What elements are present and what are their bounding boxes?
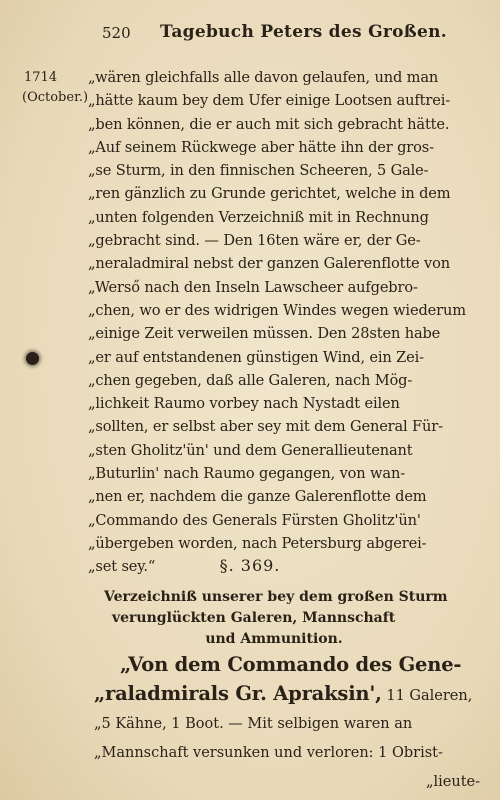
- text-line: „unten folgenden Verzeichniß mit in Rechnung: [88, 208, 429, 226]
- ink-blot: [26, 352, 39, 365]
- text-line: „Werső nach den Inseln Lawscheer aufgebro-: [88, 278, 418, 296]
- galley-list: [94, 650, 486, 795]
- text-line: „sollten, er selbst aber sey mit dem General Für-: [88, 418, 443, 436]
- margin-month: (October.): [22, 90, 89, 105]
- list-line: [94, 650, 486, 679]
- text-line: „Auf seinem Rückwege aber hätte ihn der gros-: [88, 138, 434, 156]
- text-line: „chen, wo er des widrigen Windes wegen wiederum: [88, 301, 466, 319]
- text-line: „ren gänzlich zu Grunde gerichtet, welche in dem: [88, 185, 451, 203]
- text-line: „gebracht sind. — Den 16ten wäre er, der Ge-: [88, 232, 421, 250]
- section-heading: §. 369.: [219, 556, 281, 575]
- list-line-text: „Von dem Commando des Gene-: [120, 653, 462, 676]
- text-line: „übergeben worden, nach Petersburg abgerei-: [88, 534, 427, 552]
- text-line: „nen er, nachdem die ganze Galerenflotte dem: [88, 488, 427, 506]
- body-text: [88, 66, 480, 579]
- text-line: „neraladmiral nebst der ganzen Galerenflotte von: [88, 255, 451, 273]
- list-line-text: „lieute-: [425, 774, 480, 790]
- text-line: „er auf entstandenen günstigen Wind, ein Zei-: [88, 348, 424, 366]
- caption-line: verunglückten Galeren, Mannschaft: [112, 610, 396, 626]
- text-line: „set sey.“: [88, 558, 156, 576]
- text-line: „Commando des Generals Fürsten Gholitz'ün': [88, 511, 421, 529]
- list-line: [94, 708, 486, 737]
- list-line: [94, 766, 486, 795]
- margin-year: 1714: [24, 70, 58, 85]
- list-line: [94, 737, 486, 766]
- text-line: „se Sturm, in den finnischen Scheeren, 5 Gale-: [88, 162, 429, 180]
- text-line: „ben können, die er auch mit sich gebracht hätte.: [88, 115, 450, 133]
- text-line: „lichkeit Raumo vorbey nach Nystadt eilen: [88, 395, 400, 413]
- caption-line: und Ammunition.: [205, 631, 343, 647]
- text-line: „Buturlin' nach Raumo gegangen, von wan-: [88, 465, 405, 483]
- text-line: „chen gegeben, daß alle Galeren, nach Mög-: [88, 371, 413, 389]
- running-title: Tagebuch Peters des Großen.: [160, 22, 447, 42]
- text-line: „einige Zeit verweilen müssen. Den 28sten habe: [88, 325, 441, 343]
- list-line-text: „Mannschaft versunken und verloren: 1 Obrist-: [94, 745, 443, 761]
- page-number: 520: [102, 24, 131, 42]
- list-line: [94, 679, 486, 708]
- section-caption: [104, 587, 484, 650]
- text-line: „wären gleichfalls alle davon gelaufen, und man: [88, 69, 439, 86]
- list-line-text: „raladmirals Gr. Apraksin',: [94, 682, 382, 705]
- text-line: „sten Gholitz'ün' und dem Generallieutenant: [88, 441, 413, 459]
- list-line-text: „5 Kähne, 1 Boot. — Mit selbigen waren an: [94, 716, 413, 732]
- caption-line: Verzeichniß unserer bey dem großen Sturm: [104, 589, 448, 605]
- list-line-text: 11 Galeren,: [381, 688, 473, 704]
- page-header: [0, 22, 500, 48]
- text-line: „hätte kaum bey dem Ufer einige Lootsen auftrei-: [88, 92, 451, 110]
